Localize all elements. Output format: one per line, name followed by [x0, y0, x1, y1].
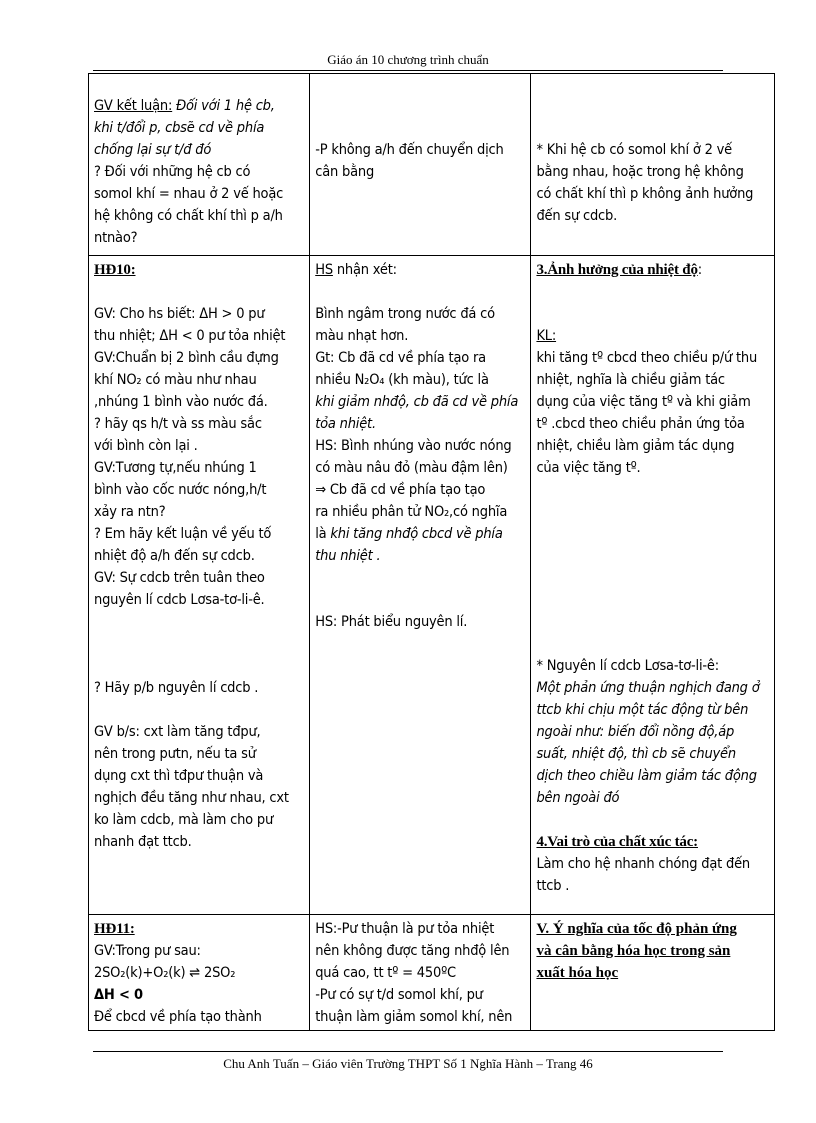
- text-line: ? hãy qs h/t và ss màu sắc: [94, 416, 262, 432]
- page-footer: Chu Anh Tuấn – Giáo viên Trường THPT Số 1 Nghĩa Hành – Trang 46: [223, 1056, 593, 1071]
- text-line: có chất khí thì p không ảnh hưởng: [536, 186, 754, 202]
- student-activity-cell: [310, 256, 531, 915]
- text-line: -Pư có sự t/d somol khí, pư: [315, 987, 483, 1003]
- content-cell: [531, 74, 775, 256]
- text-line: ngoài như: biến đổi nồng độ,áp: [536, 724, 735, 740]
- text-line: khí NO₂ có màu như nhau: [94, 372, 257, 388]
- header-rule: [93, 70, 723, 71]
- text-line: bên ngoài đó: [536, 790, 620, 806]
- text-line: nhiệt độ a/h đến sự cdcb.: [94, 548, 255, 564]
- title-colon: :: [697, 262, 702, 278]
- section-v-title-line: V. Ý nghĩa của tốc độ phản ứng: [536, 921, 737, 937]
- text-line: somol khí = nhau ở 2 vế hoặc: [94, 186, 284, 202]
- table-row: [89, 915, 775, 1031]
- text-line: nghịch đều tăng như nhau, cxt: [94, 790, 289, 806]
- text-line: màu nhạt hơn.: [315, 328, 409, 344]
- text-line: khi tăng tº cbcd theo chiều p/ứ thu: [536, 350, 758, 366]
- student-activity-cell: [310, 915, 531, 1031]
- text-line: dụng của việc tăng tº và khi giảm: [536, 394, 751, 410]
- text-line: chống lại sự t/đ đó: [94, 142, 212, 158]
- text-line: dịch theo chiều làm giảm tác động: [536, 768, 757, 784]
- table-row: [89, 256, 775, 915]
- footer-rule: [93, 1051, 723, 1052]
- text-line: của việc tăng tº.: [536, 460, 641, 476]
- hs-label: HS: [315, 262, 333, 278]
- gv-conclusion-label: GV kết luận:: [94, 98, 173, 114]
- text-line: Một phản ứng thuận nghịch đang ở: [536, 680, 760, 696]
- text-line: nên trong pưtn, nếu ta sử: [94, 746, 256, 762]
- hd11-title: HĐ11:: [94, 921, 135, 937]
- section-v-title-line: và cân bằng hóa học trong sản: [536, 943, 731, 959]
- text-line: nguyên lí cdcb Lơsa-tơ-li-ê.: [94, 592, 265, 608]
- text-line: ntnào?: [94, 230, 138, 246]
- teacher-activity-cell: [89, 256, 310, 915]
- text-line: HS:-Pư thuận là pư tỏa nhiệt: [315, 921, 495, 937]
- text-line: dụng cxt thì tđpư thuận và: [94, 768, 264, 784]
- text-line: suất, nhiệt độ, thì cb sẽ chuyển: [536, 746, 736, 762]
- text-line: ⇒ Cb đã cd về phía tạo tạo: [315, 482, 486, 498]
- text-line: nhiều N₂O₄ (kh màu), tức là: [315, 372, 489, 388]
- table-row: [89, 74, 775, 256]
- section-4-title: 4.Vai trò của chất xúc tác:: [536, 834, 698, 850]
- text-line: bằng nhau, hoặc trong hệ không: [536, 164, 744, 180]
- text-line: GV:Chuẩn bị 2 bình cầu đựng: [94, 350, 279, 366]
- section-v-title-line: xuất hóa học: [536, 965, 619, 981]
- text-line: cân bằng: [315, 164, 375, 180]
- text-line: ttcb .: [536, 878, 570, 894]
- text-line: thuận làm giảm somol khí, nên: [315, 1009, 513, 1025]
- text-line: ko làm cdcb, mà làm cho pư: [94, 812, 274, 828]
- text-line: ,nhúng 1 bình vào nước đá.: [94, 394, 268, 410]
- text-line: thu nhiệt; ΔH < 0 pư tỏa nhiệt: [94, 328, 286, 344]
- text-line: có màu nâu đỏ (màu đậm lên): [315, 460, 508, 476]
- text-line: * Nguyên lí cdcb Lơsa-tơ-li-ê:: [536, 658, 719, 674]
- text-line: GV: Cho hs biết: ΔH > 0 pư: [94, 306, 265, 322]
- text-line: -P không a/h đến chuyển dịch: [315, 142, 504, 158]
- text-line: Để cbcd về phía tạo thành: [94, 1009, 262, 1025]
- text-line: ? Hãy p/b nguyên lí cdcb .: [94, 680, 259, 696]
- conclusion-text: Đối với 1 hệ cb,: [172, 98, 275, 114]
- text-line: ? Em hãy kết luận về yếu tố: [94, 526, 272, 542]
- text-line: Bình ngâm trong nước đá có: [315, 306, 495, 322]
- text-line: tº .cbcd theo chiều phản ứng tỏa: [536, 416, 745, 432]
- hd10-title: HĐ10:: [94, 262, 136, 278]
- la-word: là: [315, 526, 331, 542]
- text-line: đến sự cdcb.: [536, 208, 618, 224]
- text-line: tỏa nhiệt.: [315, 416, 376, 432]
- text-line: ra nhiều phân tử NO₂,có nghĩa: [315, 504, 508, 520]
- text-line: GV: Sự cdcb trên tuân theo: [94, 570, 265, 586]
- student-activity-cell: [310, 74, 531, 256]
- text-line: khi tăng nhđộ cbcd về phía: [330, 526, 503, 542]
- text-line: GV b/s: cxt làm tăng tđpư,: [94, 724, 261, 740]
- text-line: khi giảm nhđộ, cb đã cd về phía: [315, 394, 519, 410]
- text-line: Gt: Cb đã cd về phía tạo ra: [315, 350, 486, 366]
- text-line: xảy ra ntn?: [94, 504, 166, 520]
- content-cell: [531, 915, 775, 1031]
- text-line: nên không được tăng nhđộ lên: [315, 943, 510, 959]
- hs-label-rest: nhận xét:: [332, 262, 397, 278]
- text-line: nhiệt, chiều làm giảm tác dụng: [536, 438, 735, 454]
- teacher-activity-cell: [89, 915, 310, 1031]
- text-line: khi t/đổi p, cbsẽ cd về phía: [94, 120, 265, 136]
- text-line: ? Đối với những hệ cb có: [94, 164, 251, 180]
- text-line: bình vào cốc nước nóng,h/t: [94, 482, 267, 498]
- text-line: HS: Phát biểu nguyên lí.: [315, 614, 468, 630]
- text-line: nhiệt, nghĩa là chiều giảm tác: [536, 372, 725, 388]
- teacher-activity-cell: [89, 74, 310, 256]
- text-line: GV:Trong pư sau:: [94, 943, 201, 959]
- text-line: ttcb khi chịu một tác động từ bên: [536, 702, 749, 718]
- text-line: * Khi hệ cb có somol khí ở 2 vế: [536, 142, 732, 158]
- text-line: nhanh đạt ttcb.: [94, 834, 192, 850]
- text-line: với bình còn lại .: [94, 438, 198, 454]
- text-line: hệ không có chất khí thì p a/h: [94, 208, 283, 224]
- section-3-title: 3.Ảnh hưởng của nhiệt độ: [536, 262, 698, 278]
- enthalpy-line: ΔH < 0: [94, 987, 143, 1003]
- text-line: Làm cho hệ nhanh chóng đạt đến: [536, 856, 750, 872]
- reaction-equation: 2SO₂(k)+O₂(k) ⇌ 2SO₂: [94, 965, 236, 981]
- text-line: quá cao, tt tº = 450ºC: [315, 965, 456, 981]
- lesson-table: [88, 73, 775, 1031]
- content-cell: [531, 256, 775, 915]
- page-header: Giáo án 10 chương trình chuẩn: [327, 52, 489, 67]
- text-line: thu nhiệt .: [315, 548, 381, 564]
- text-line: HS: Bình nhúng vào nước nóng: [315, 438, 512, 454]
- kl-label: KL:: [536, 328, 557, 344]
- text-line: GV:Tương tự,nếu nhúng 1: [94, 460, 257, 476]
